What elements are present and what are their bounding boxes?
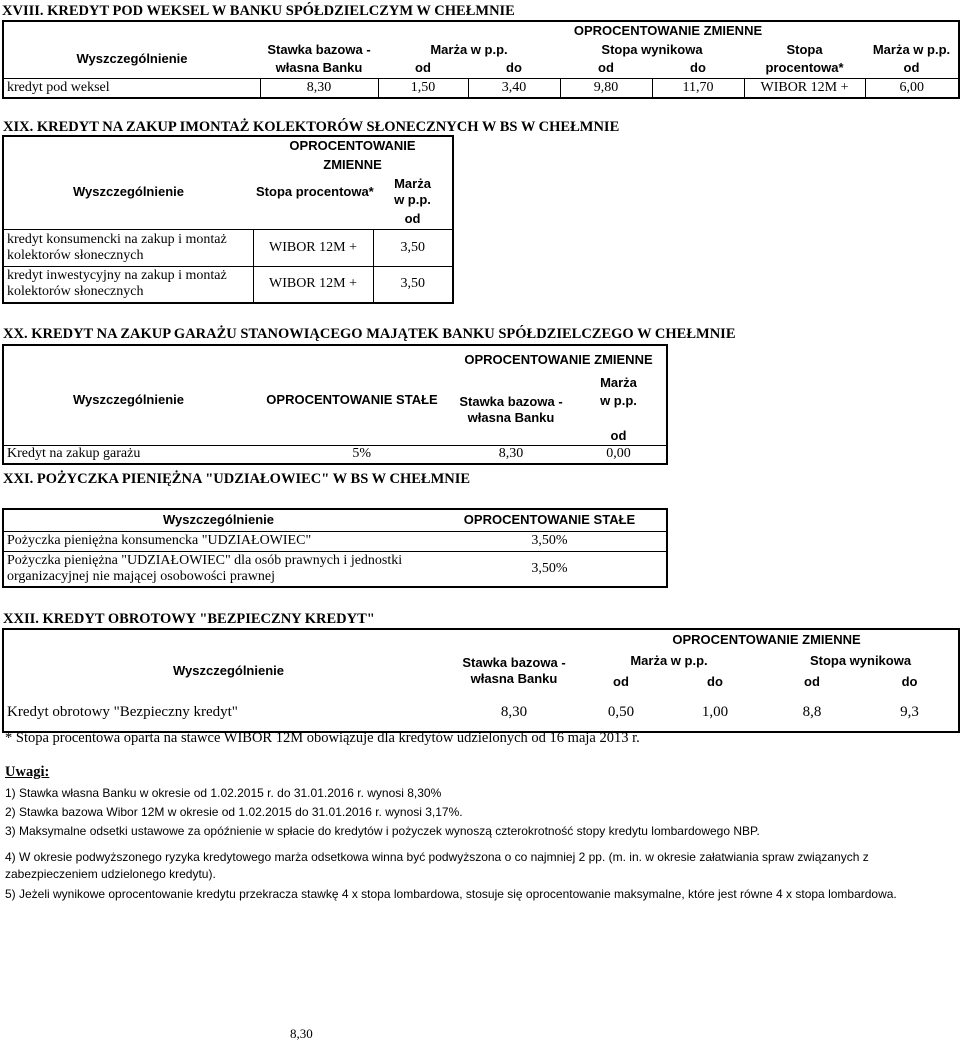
col-name-header: Wyszczególnienie (72, 392, 184, 407)
note-5: 5) Jeżeli wynikowe oprocentowanie kredytu przekracza stawkę 4 x stopa lombardowa, stosuje się oprocentowanie maksymalne, które jest równe 4 x stopa lombardowa. (5, 887, 897, 901)
table-row: kredyt pod weksel 8,30 1,50 3,40 9,80 11,70 WIBOR 12M + 6,00 (3, 78, 959, 98)
table-row: kredyt inwestycyjny na zakup i montaż kolektorów słonecznych WIBOR 12M + 3,50 (3, 266, 453, 303)
col-name-header: Wyszczególnienie (172, 663, 284, 678)
col-name-header: Wyszczególnienie (72, 183, 184, 199)
table-row: Kredyt obrotowy "Bezpieczny kredyt" 8,30 0,50 1,00 8,8 9,3 (7, 703, 919, 720)
table-row: Pożyczka pieniężna konsumencka "UDZIAŁOWIEC" 3,50% (3, 531, 667, 551)
table-19: OPROCENTOWANIE Wyszczególnienie ZMIENNE Stopa procentowa* Marża w p.p. od kredyt konsumencki na zakup i montaż kolektorów słonecznych WIBOR 12M + 3,50 kredyt inwestycyjny na zakup i montaż kolektorów słonecznych WIBOR 12M + 3,50 (2, 135, 454, 304)
col-name-header: Wyszczególnienie (3, 40, 260, 78)
note-3: 3) Maksymalne odsetki ustawowe za opóźnienie w spłacie do kredytów i pożyczek wynoszą czterokrotność stopy kredytu lombardowego NBP. (5, 824, 760, 838)
table-row: kredyt konsumencki na zakup i montaż kolektorów słonecznych WIBOR 12M + 3,50 (3, 229, 453, 266)
section-18-title: XVIII. KREDYT POD WEKSEL W BANKU SPÓŁDZIELCZYM W CHEŁMNIE (2, 3, 515, 19)
section-21-title: XXI. POŻYCZKA PIENIĘŻNA "UDZIAŁOWIEC" W BS W CHEŁMNIE (3, 471, 471, 487)
note-1: 1) Stawka własna Banku w okresie od 1.02.2015 r. do 31.01.2016 r. wynosi 8,30% (5, 786, 442, 800)
table-20: OPROCENTOWANIE ZMIENNE Wyszczególnienie OPROCENTOWANIE STAŁE Marża Stawka bazowa - własna Banku w p.p. od Kredyt na zakup garażu 5% 8,30 0,00 (2, 344, 668, 465)
section-20-title: XX. KREDYT NA ZAKUP GARAŻU STANOWIĄCEGO MAJĄTEK BANKU SPÓŁDZIELCZEGO W CHEŁMNIE (3, 326, 736, 342)
col-name-header: Wyszczególnienie (162, 512, 274, 528)
section-19-title: XIX. KREDYT NA ZAKUP IMONTAŻ KOLEKTORÓW SŁONECZNYCH W BS W CHEŁMNIE (3, 119, 620, 135)
group-header: OPROCENTOWANIE ZMIENNE (573, 23, 763, 38)
footer-value: 8,30 (290, 1026, 313, 1041)
table-row: Pożyczka pieniężna "UDZIAŁOWIEC" dla osób prawnych i jednostki organizacyjnej nie mającej osobowości prawnej 3,50% (3, 551, 667, 587)
footnote: * Stopa procentowa oparta na stawce WIBOR 12M obowiązuje dla kredytów udzielonych od 16 maja 2013 r. (5, 730, 640, 746)
table-21: Wyszczególnienie OPROCENTOWANIE STAŁE Pożyczka pieniężna konsumencka "UDZIAŁOWIEC" 3,50% Pożyczka pieniężna "UDZIAŁOWIEC" dla osób prawnych i jednostki organizacyjnej nie mającej osobowości prawnej 3,50% (2, 508, 668, 588)
note-4: 4) W okresie podwyższonego ryzyka kredytowego marża odsetkowa winna być podwyższona o co najmniej 2 pp. (m. in. w okresie załatwiania spraw związanych z zabezpieczeniem udzielonego kredytu). (5, 850, 869, 881)
table-22: OPROCENTOWANIE ZMIENNE Wyszczególnienie Stawka bazowa - własna Banku Marża w p.p. Stopa wynikowa od do od do Kredyt obrotowy "Bezpieczny kredyt" 8,30 0,50 1,00 8,8 9,3 (2, 628, 960, 733)
notes-title: Uwagi: (5, 764, 50, 780)
table-18: OPROCENTOWANIE ZMIENNE Wyszczególnienie Stawka bazowa - Marża w p.p. Stopa wynikowa Stopa Marża w p.p. własna Banku od do od do procentowa* od kredyt pod weksel 8,30 1,50 3,40 9,80 11,70 WIBOR 12M + 6,00 (2, 20, 960, 99)
table-row: Kredyt na zakup garażu 5% 8,30 0,00 (3, 445, 667, 464)
section-22-title: XXII. KREDYT OBROTOWY "BEZPIECZNY KREDYT" (3, 611, 375, 627)
note-2: 2) Stawka bazowa Wibor 12M w okresie od 1.02.2015 do 31.01.2016 r. wynosi 3,17%. (5, 805, 463, 819)
